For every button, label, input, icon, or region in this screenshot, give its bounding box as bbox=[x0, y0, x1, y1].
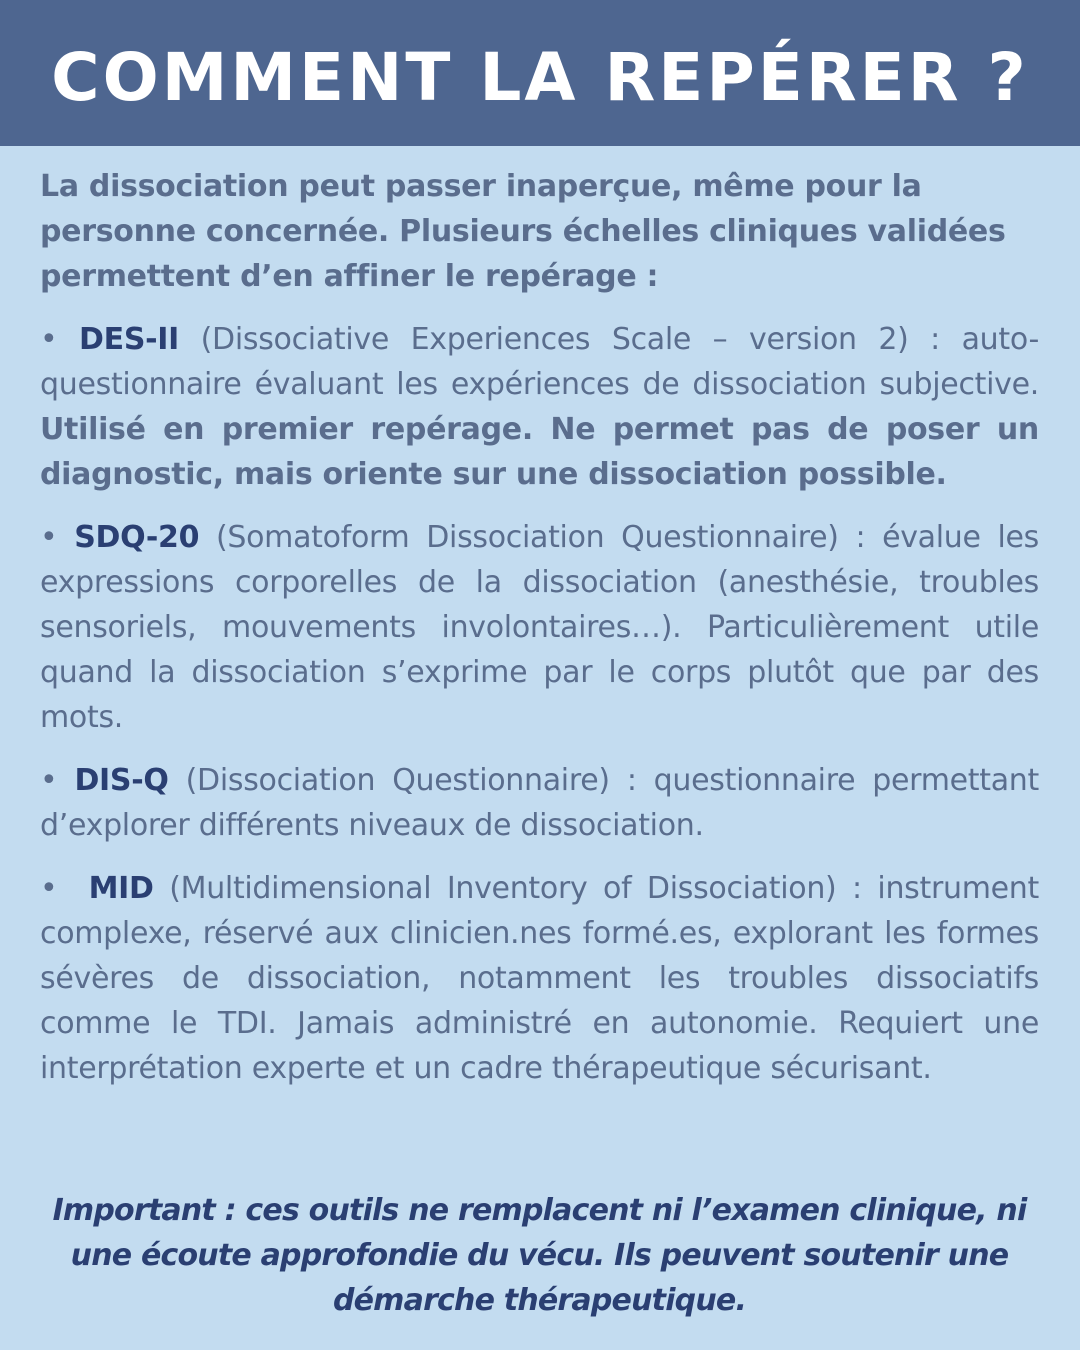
scale-name: SDQ-20 bbox=[74, 520, 200, 555]
bullet: • bbox=[40, 871, 58, 906]
scale-name: DES-II bbox=[79, 322, 180, 357]
list-item-des-ii bbox=[40, 317, 1039, 497]
list-item-dis-q bbox=[40, 758, 1039, 848]
bullet: • bbox=[40, 763, 58, 798]
list-item-mid bbox=[40, 866, 1039, 1091]
scale-description: (Multidimensional Inventory of Dissociation) : instrument complexe, réservé aux clinicien.nes formé.es, explorant les formes sévères de dissociation, notamment les troubles dissociatifs comme le TDI. Jamais administré en autonomie. Requiert une interprétation experte et un cadre thérapeutique sécurisant. bbox=[40, 871, 1039, 1086]
important-note: Important : ces outils ne remplacent ni l’examen clinique, ni une écoute approfondie du vécu. Ils peuvent soutenir une démarche thérapeutique. bbox=[52, 1193, 1027, 1318]
scale-description: (Dissociation Questionnaire) : questionnaire permettant d’explorer différents niveaux de dissociation. bbox=[40, 763, 1039, 843]
list-item-sdq-20 bbox=[40, 515, 1039, 740]
scale-name: MID bbox=[88, 871, 154, 906]
intro-paragraph: La dissociation peut passer inaperçue, même pour la personne concernée. Plusieurs échelles cliniques validées permettent d’en affiner le repérage : bbox=[40, 169, 1006, 294]
scale-description: (Dissociative Experiences Scale – version 2) : auto-questionnaire évaluant les expériences de dissociation subjective. bbox=[40, 322, 1039, 402]
bullet: • bbox=[40, 322, 58, 357]
page-title: COMMENT LA REPÉRER ? bbox=[51, 38, 1029, 116]
main-content bbox=[40, 164, 1039, 1109]
bullet: • bbox=[40, 520, 58, 555]
header-banner bbox=[0, 0, 1080, 146]
scale-name: DIS-Q bbox=[74, 763, 169, 798]
scale-description: (Somatoform Dissociation Questionnaire) : évalue les expressions corporelles de la dissociation (anesthésie, troubles sensoriels, mouvements involontaires…). Particulièrement utile quand la dissociation s’exprime par le corps plutôt que par des mots. bbox=[40, 520, 1039, 735]
scale-emphasis: Utilisé en premier repérage. Ne permet pas de poser un diagnostic, mais oriente sur une dissociation possible. bbox=[40, 412, 1039, 492]
